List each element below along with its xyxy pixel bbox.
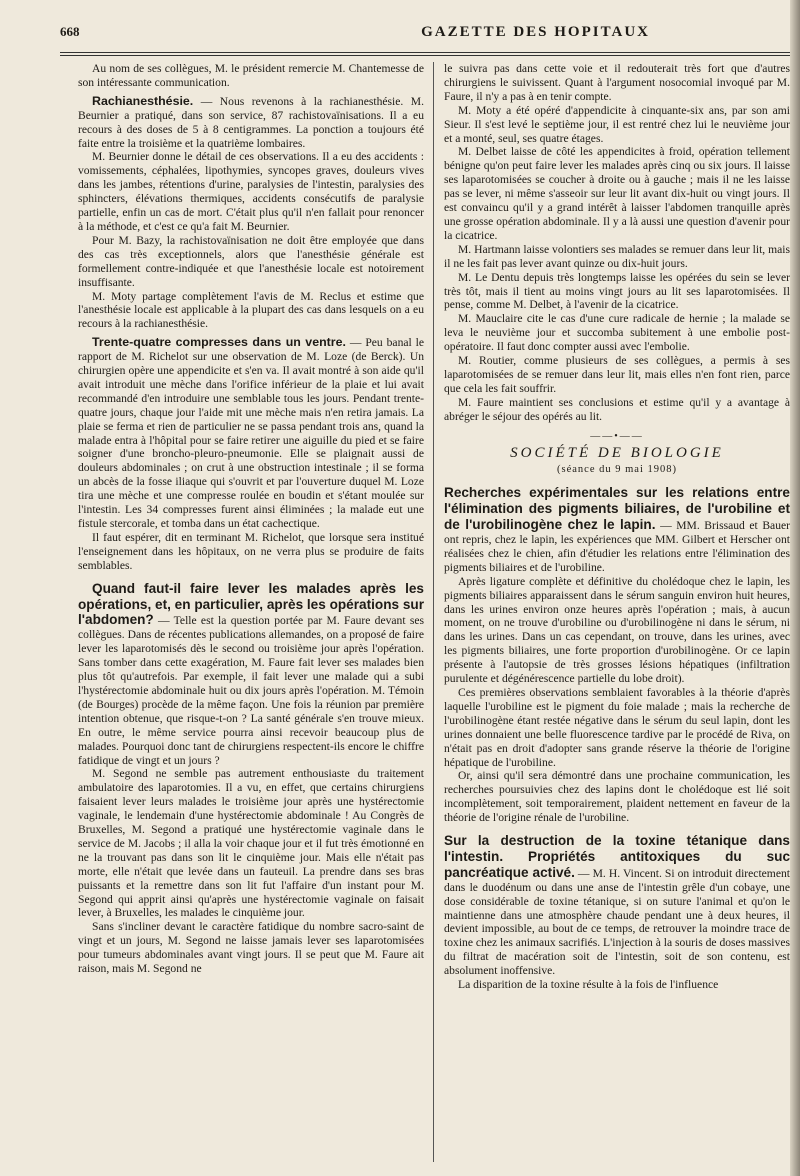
paragraph: Au nom de ses collègues, M. le président remercie M. Chantemesse de son intéressante communication.	[78, 62, 424, 89]
paragraph: Après ligature complète et définitive du cholédoque chez le lapin, les pigments biliaires apparaissent dans le sérum sanguin environ huit heures, dans les urines environ onze heures après l'opération ; mais, à aucun moment, on ne trouve d'urobiline ou d'urobilinogène ni dans le sérum, ni dans les urines. Dans un cas cependant, on trouve, dans les urines, avec les pigments biliaires, une forte proportion d'urobilinogène. Or ce lapin présente à l'autopsie de très grosses lésions hépatiques (infiltration purulente et dégénérescence partielle du lobe droit).	[444, 574, 790, 686]
paragraph-text: — M. H. Vincent. Si on introduit directement dans le duodénum ou dans une anse de l'intestin grêle d'un cobaye, une dose considérable de toxine tétanique, si on suture l'animal et qu'on le maintienne dans une atmosphère chaude pendant une à deux heures, il devient impossible, au bout de ce temps, de retrouver la moindre trace de toxine chez les animaux sacrifiés. L'injection à la souris de doses massives du filtrat de macération soit de l'intestin, soit de son contenu, est absolument inoffensive.	[444, 866, 790, 978]
section-recherches	[444, 485, 790, 574]
paragraph-text: — Nous revenons à la rachianesthésie. M. Beurnier a pratiqué, dans son service, 87 rachistovaïnisations. Il a eu recours à des doses de 5 à 8 centigrammes. La ponction a toujours été faite entre la troisième et la quatrième lombaires.	[78, 94, 424, 150]
paragraph: M. Routier, comme plusieurs de ses collègues, a permis à ses laparotomisées de se remuer dans leur lit, mais elles n'en font rien, parce que cela les fait souffrir.	[444, 354, 790, 395]
right-column	[444, 62, 790, 992]
paragraph: M. Hartmann laisse volontiers ses malades se remuer dans leur lit, mais il ne les fait pas lever avant quinze ou dix-huit jours.	[444, 242, 790, 270]
paragraph: M. Beurnier donne le détail de ces observations. Il a eu des accidents : vomissements, céphalées, lipothymies, syncopes graves, douleurs vives dans les jambes, rétentions d'urine, paralysies de l'intestin, paralysies des sphincters, élévations thermiques, accidents consécutifs de paralysie partielle, enfin un cas de mort. C'était plus qu'il n'en fallait pour renoncer à la méthode, et c'est ce qu'a fait M. Beurnier.	[78, 150, 424, 233]
section-heading: Rachianesthésie.	[92, 93, 194, 108]
page-number: 668	[60, 24, 80, 39]
paragraph: M. Le Dentu depuis très longtemps laisse les opérées du sein se lever très tôt, mais il tient au moins vingt jours au lit ses laparotomisées. Il pense, comme M. Delbet, à l'avenir de la cicatrice.	[444, 270, 790, 312]
society-title: SOCIÉTÉ DE BIOLOGIE	[510, 445, 724, 462]
ornament-divider: ——•——	[590, 430, 644, 442]
paragraph: Sans s'incliner devant le caractère fatidique du nombre sacro-saint de vingt et un jours, M. Segond ne laisse jamais lever ses laparotomisées pour tumeurs abdominales avant vingt jours. Il se peut que M. Faure ait raison, mais M. Segond ne	[78, 920, 424, 976]
section-heading: Trente-quatre compresses dans un ventre.	[92, 335, 346, 350]
paragraph: Pour M. Bazy, la rachistovaïnisation ne doit être employée que dans des cas très exceptionnels, alors que l'anesthésie générale est formellement contre-indiquée et que l'anesthésie locale est notoirement insuffisante.	[78, 233, 424, 289]
page-edge	[790, 0, 800, 1176]
paragraph: Ces premières observations semblaient favorables à la théorie d'après laquelle l'urobiline est le pigment du foie malade ; mais la recherche de l'urobilinogène étant restée négative dans le sérum du seul lapin, dont les urines donnaient une belle fluorescence tardive par le procédé de Riva, on n'était pas en droit d'adopter sans grande réserve la théorie de l'origine hépatique de l'urobiline.	[444, 685, 790, 769]
column-divider	[433, 62, 434, 1162]
paragraph-text: — Telle est la question portée par M. Faure devant ses collègues. Dans de récentes publications allemandes, on a proposé de faire lever les laparotomisés dès le second ou troisième jour après l'opération. Sans tomber dans cette exagération, M. Faure fait lever ses malades bien plus tôt qu'autrefois. Par exemple, il fait lever une malade qui a subi l'hystérectomie abdominale huit ou dix jours après l'opération. M. Témoin (de Bourges) procède de la même façon. Une fois la réunion par première intention obtenue, que risque-t-on ? La santé générale s'en trouve mieux. En outre, le même service pourra ainsi recevoir beaucoup plus de malades. Pourquoi donc tant de chirurgiens respectent-ils encore le chiffre fatidique de vingt et un jours ?	[78, 614, 424, 767]
paragraph: M. Moty partage complètement l'avis de M. Reclus et estime que l'anesthésie locale est applicable à la plupart des cas dans lesquels on a eu recours à la rachianesthésie.	[78, 289, 424, 331]
section-compresses	[78, 336, 424, 531]
section-heading: Quand faut-il faire lever les malades après les opérations, et, en particulier, après les opérations sur l'abdomen?	[78, 580, 424, 628]
paragraph-text: — Peu banal le rapport de M. Richelot sur une observation de M. Loze (de Berck). Un chirurgien opère une appendicite et s'en va. Il avait montré à son aide qu'il avait introduit une mèche dans l'orifice inférieur de la plaie et lui avait recommandé d'en introduire une semblable tous les jours. Pendant trente-quatre jours, chaque jour l'aide mit une mèche mais n'en retira jamais. La plaie se ferma et rien de particulier ne se passa pendant trois ans, quand la malade entra à l'hôpital pour se faire retirer une aiguille du pied et se faire soigner d'une broncho-pleuro-pneumonie. Elle se plaignait aussi de douleurs abdominales ; on crut à une obstruction intestinale ; il se forma un abcès de la fosse iliaque qui s'ouvrit et par l'ouverture duquel M. Loze tira une mèche et une compresse roulée en boudin et s'étant moulée sur l'intestin. Les 34 compresses furent ainsi éliminées ; la malade eut une fistule stercorale, et tomba dans un état cachectique.	[78, 336, 424, 530]
paragraph: M. Mauclaire cite le cas d'une cure radicale de hernie ; la malade se leva le neuvième jour et succomba subitement à une embolie post-opératoire. Il faut donc compter aussi avec l'embolie.	[444, 312, 790, 354]
section-rachianesthesie	[78, 95, 424, 151]
header-rule	[60, 52, 790, 53]
page-header	[60, 24, 790, 50]
paragraph: La disparition de la toxine résulte à la fois de l'influence	[458, 978, 719, 992]
section-lever-malades	[78, 581, 424, 768]
section-heading: Recherches expérimentales sur les relations entre l'élimination des pigments biliaires, de l'urobiline et de l'urobilinogène chez le lapin.	[444, 485, 790, 533]
section-toxine	[444, 833, 790, 978]
paragraph: Or, ainsi qu'il sera démontré dans une prochaine communication, les recherches poursuivies chez des lapins dont le cholédoque est lié soit incomplètement, soit temporairement, plaident nettement en faveur de la théorie de l'origine rénale de l'urobiline.	[444, 769, 790, 825]
paragraph: M. Segond ne semble pas autrement enthousiaste du traitement ambulatoire des laparotomies. Il a vu, en effet, que certains chirurgiens faisaient lever leurs malades le troisième jour après une hystérectomie vaginale, le lendemain d'une hystérectomie abdominale ! Au Congrès de Bruxelles, M. Segond a pratiqué une hystérectomie vaginale dans le service de M. Jacobs ; il alla la voir chaque jour et il fut très émotionné en ne la trouvant pas dans son lit le cinquième jour. Mais elle n'était pas morte, elle n'était que levée dans un fauteuil. La prendre dans ses bras puissants et la remettre dans son lit fut l'affaire d'un instant pour M. Segond qui apprit ainsi qu'après une hystérectomie vaginale on faisait lever, à Bruxelles, les malades le cinquième jour.	[78, 767, 424, 920]
left-column	[78, 62, 424, 976]
paragraph-text: — MM. Brissaud et Bauer ont repris, chez le lapin, les expériences que MM. Gilbert et Herscher ont réalisées chez le chien, afin d'étudier les relations entre l'élimination des pigments biliaires et de l'urobiline.	[444, 519, 791, 574]
section-heading: Sur la destruction de la toxine tétanique dans l'intestin. Propriétés antitoxiques du suc pancréatique activé.	[444, 833, 790, 880]
paragraph: M. Faure maintient ses conclusions et estime qu'il y a avantage à abréger le séjour des opérés au lit.	[444, 395, 790, 423]
header-rule-double	[60, 55, 790, 56]
paragraph: Il faut espérer, dit en terminant M. Richelot, que lorsque sera institué l'enseignement dans les hôpitaux, on ne verra plus se produire de faits semblables.	[78, 530, 424, 572]
seance-date: (séance du 9 mai 1908)	[557, 464, 677, 476]
paragraph: M. Moty a été opéré d'appendicite à cinquante-six ans, par son ami Sieur. Il s'est levé le septième jour, il est rentré chez lui le neuvième jour et a monté, seul, ses quatre étages.	[444, 103, 790, 145]
paragraph: le suivra pas dans cette voie et il redouterait très fort que d'autres chirurgiens le suivissent. Quant à l'argument nosocomial invoqué par M. Faure, il n'y a pas à en tenir compte.	[444, 62, 790, 103]
paragraph: M. Delbet laisse de côté les appendicites à froid, opération tellement bénigne qu'on peut faire lever les malades après cinq ou six jours. Il laisse ses laparotomisées se coucher à droite ou à gauche ; mais il ne les laisse pas se lever, ni même s'asseoir sur leur lit avant dix-huit ou vingt jours. Il est convaincu qu'il y a grand intérêt à laisser l'abdomen tranquille après une grosse opération abdominale. Il y a là aussi une question d'avenir pour la cicatrice.	[444, 145, 790, 242]
running-title: GAZETTE DES HOPITAUX	[421, 24, 650, 40]
